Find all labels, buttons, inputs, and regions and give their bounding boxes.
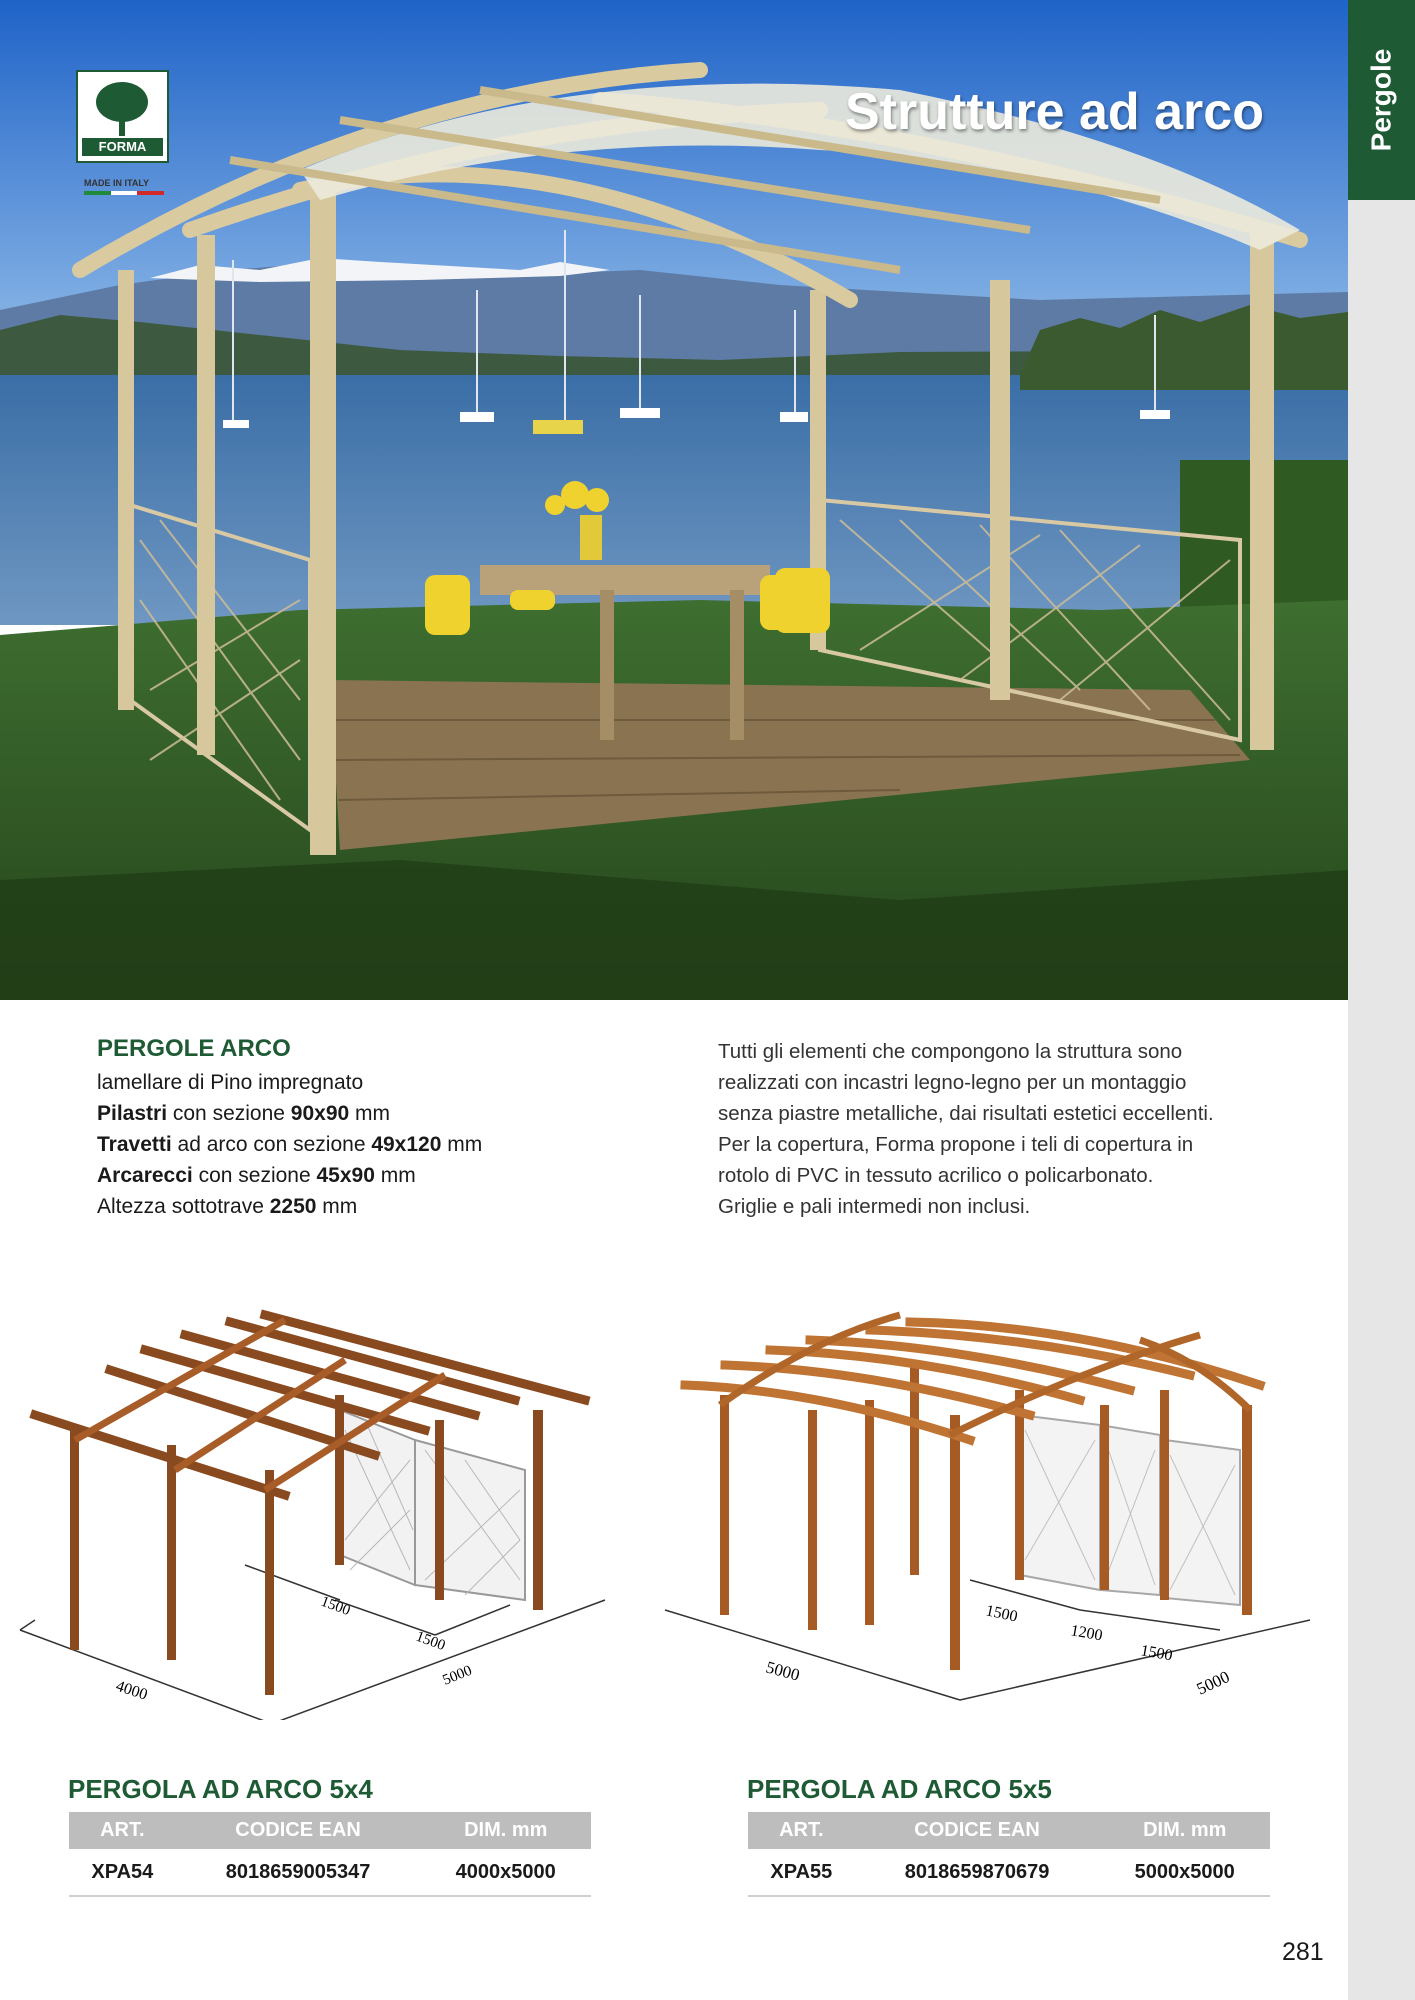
column-header-art: ART. [69, 1812, 176, 1849]
dim-label: 1500 [318, 1593, 353, 1620]
product-title-5x4: PERGOLA AD ARCO 5x4 [68, 1774, 373, 1804]
spec-label: Arcarecci [97, 1164, 193, 1187]
spec-label: Travetti [97, 1133, 172, 1156]
column-header-ean: CODICE EAN [855, 1812, 1100, 1849]
product-table-5x5 [748, 1812, 1270, 1897]
spec-line-pilastri [97, 1098, 657, 1129]
dim-label: 1500 [413, 1628, 448, 1655]
column-header-dim: DIM. mm [1099, 1812, 1270, 1849]
pergola-lake-photo [0, 0, 1348, 1000]
spec-text: ad arco con sezione [171, 1133, 372, 1156]
section-tab-label: Pergole [1365, 48, 1397, 152]
table-header-row [748, 1812, 1270, 1849]
description-line: Tutti gli elementi che compongono la struttura sono [718, 1040, 1183, 1063]
cell-dim: 4000x5000 [420, 1849, 591, 1896]
column-header-dim: DIM. mm [420, 1812, 591, 1849]
spec-value: 2250 [269, 1195, 317, 1218]
spec-unit: mm [349, 1102, 391, 1125]
description-line: realizzati con incastri legno-legno per un montaggio [718, 1071, 1187, 1094]
spec-value: 90x90 [290, 1102, 350, 1125]
dim-label: 5000 [1193, 1667, 1233, 1699]
product-title-5x5: PERGOLA AD ARCO 5x5 [747, 1774, 1052, 1804]
description-line: Griglie e pali intermedi non inclusi. [718, 1195, 1031, 1218]
logo-brand: FORMA [82, 138, 163, 156]
description-line: Per la copertura, Forma propone i teli di copertura in [718, 1133, 1194, 1156]
table-row [69, 1849, 591, 1896]
spec-value: 49x120 [371, 1133, 442, 1156]
table-header-row [69, 1812, 591, 1849]
spec-label: Pilastri [97, 1102, 168, 1125]
cell-dim: 5000x5000 [1099, 1849, 1270, 1896]
spec-text: con sezione [167, 1102, 291, 1125]
spec-block [97, 1035, 657, 1222]
spec-unit: mm [316, 1195, 358, 1218]
pergola-5x5-diagram [660, 1300, 1320, 1720]
hero-photo [0, 0, 1348, 1000]
cell-art: XPA54 [69, 1849, 176, 1896]
spec-text: Altezza sottotrave [97, 1195, 270, 1218]
spec-unit: mm [441, 1133, 483, 1156]
table-row [748, 1849, 1270, 1896]
forma-logo [76, 70, 169, 163]
spec-value: 45x90 [316, 1164, 375, 1187]
spec-line-arcarecci [97, 1160, 657, 1191]
dim-label: 1500 [1139, 1642, 1174, 1665]
spec-title: PERGOLE ARCO [97, 1035, 291, 1062]
section-tab-label-wrap [1348, 0, 1415, 200]
cell-ean: 8018659870679 [855, 1849, 1100, 1896]
side-strip [1348, 0, 1415, 2000]
italian-flag-icon [84, 191, 164, 195]
cell-art: XPA55 [748, 1849, 855, 1896]
cell-ean: 8018659005347 [176, 1849, 421, 1896]
spec-line-altezza [97, 1191, 657, 1222]
spec-material: lamellare di Pino impregnato [97, 1071, 364, 1094]
dim-label: 1500 [984, 1602, 1020, 1626]
column-header-art: ART. [748, 1812, 855, 1849]
dim-label: 4000 [113, 1677, 150, 1704]
made-in-italy: MADE IN ITALY [84, 178, 150, 188]
pergola-5x4-diagram [15, 1300, 615, 1720]
description-line: senza piastre metalliche, dai risultati estetici eccellenti. [718, 1102, 1214, 1125]
dim-label: 1200 [1069, 1622, 1104, 1645]
page-number: 281 [1282, 1938, 1324, 1966]
column-header-ean: CODICE EAN [176, 1812, 421, 1849]
spec-text: con sezione [192, 1164, 317, 1187]
spec-line-travetti [97, 1129, 657, 1160]
product-table-5x4 [69, 1812, 591, 1897]
description-line: rotolo di PVC in tessuto acrilico o policarbonato. [718, 1164, 1154, 1187]
dim-label: 5000 [763, 1657, 802, 1685]
description [718, 1036, 1263, 1222]
hero-title: Strutture ad arco [845, 83, 1264, 141]
dim-label: 5000 [440, 1662, 475, 1689]
spec-unit: mm [374, 1164, 416, 1187]
